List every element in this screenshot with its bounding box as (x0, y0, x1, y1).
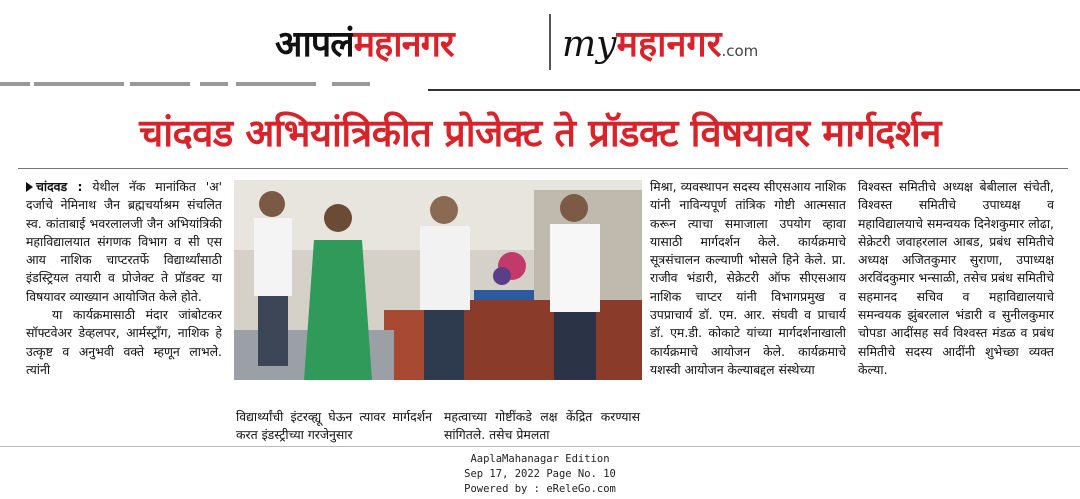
article-column-3: मिश्रा, व्यवस्थापन सदस्य सीएसआय नाशिक यांनी नाविन्यपूर्ण तांत्रिक गोष्टी आत्मसात करून त्याचा समाजाला उपयोग व्हावा यासाठी मार्गदर्शन केले. कार्यक्रमाचे सूत्रसंचालन कल्याणी भोसले हिने केले. प्रा. राजीव भंडारी, सेक्रेटरी ऑफ सीएसआय नाशिक चाप्टर यांनी विभागप्रमुख व उपप्राचार्य डॉ. एम. आर. संघवी व प्राचार्य डॉ. एम.डी. कोकाटे यांच्या मार्गदर्शनाखाली कार्यक्रमाचे आयोजन केले. कार्यक्रमाचे यशस्वी आयोजन केल्याबद्दल संस्थेच्या (650, 179, 846, 377)
headline-rule (18, 168, 1068, 169)
footer-rule (0, 446, 1080, 447)
event-photo (234, 180, 642, 380)
column-rule (428, 89, 1080, 91)
article-paragraph-2: या कार्यक्रमासाठी मंदार जांबोटकर सॉफ्टवेअर डेव्हलपर, आर्मस्ट्रॉंग, नाशिक हे उत्कृष्ट व अनुभवी वक्ते म्हणून लाभले. त्यांनी (26, 307, 222, 377)
footer-date-page: Sep 17, 2022 Page No. 10 (464, 468, 616, 480)
article-column-1 (26, 178, 222, 379)
aapla-mahanagar-logo (275, 18, 454, 67)
logo-right-suffix: .com (721, 42, 759, 60)
article-column-4: विश्वस्त समितीचे अध्यक्ष बेबीलाल संचेती, विश्वस्त समितीचे उपाध्यक्ष व महाविद्यालयाचे समन्वयक दिनेशकुमार लोढा, सेक्रेटरी जवाहरलाल आबड, प्रबंध समितीचे अध्यक्ष अजितकुमार सुराणा, उपाध्यक्ष अरविंदकुमार भन्साळी, तसेच प्रबंध समितीचे सहमानद सचिव व महाविद्यालयाचे समन्वयक झुंबरलाल भंडारी व सुनीलकुमार चोपडा आदींसह सर्व विश्वस्त मंडळ व प्रबंध समितीचे सदस्य आदींनी शुभेच्छा व्यक्त केल्या. (858, 179, 1054, 377)
photo-caption-left: विद्यार्थ्यांची इंटरव्ह्यू घेऊन त्यावर मार्गदर्शन करत इंडस्ट्रीच्या गरजेनुसार (236, 409, 432, 443)
dateline: चांदवड : (26, 179, 82, 194)
edition-footer (0, 452, 1080, 497)
news-article (0, 108, 1080, 443)
logo-divider (549, 14, 551, 70)
footer-powered-by: Powered by : eReleGo.com (464, 483, 616, 495)
paragraph-1-text: येथील नॅक मानांकित 'अ' दर्जाचे नेमिनाथ जैन ब्रह्मचर्याश्रम संचलित स्व. कांताबाई भवरलालजी जैन अभियांत्रिकी महाविद्यालयात संगणक विभाग व सी एस आय नाशिक चाप्टरतर्फे विद्यार्थ्यांसाठी इंडस्ट्रियल तयारी व प्रोजेक्ट ते प्रॉडक्ट या विषयावर व्याख्यान आयोजित केले होते. (26, 179, 222, 304)
footer-edition: AaplaMahanagar Edition (470, 453, 610, 465)
my-mahanagar-logo (562, 18, 758, 67)
article-headline: चांदवड अभियांत्रिकीत प्रोजेक्ट ते प्रॉडक्ट विषयावर मार्गदर्शन (139, 111, 941, 155)
logo-left-part2: महानगर (353, 24, 454, 65)
logo-right-my: my (562, 24, 617, 65)
photo-caption-right: महत्वाच्या गोष्टींकडे लक्ष केंद्रित करण्यास सांगितले. तसेच प्रेमलता (444, 409, 640, 443)
article-paragraph-1 (26, 178, 222, 306)
logo-left-part1: आपलं (275, 24, 354, 65)
masthead (0, 0, 1080, 86)
logo-right-part2: महानगर (616, 24, 722, 65)
event-photo-illustration (234, 180, 642, 380)
